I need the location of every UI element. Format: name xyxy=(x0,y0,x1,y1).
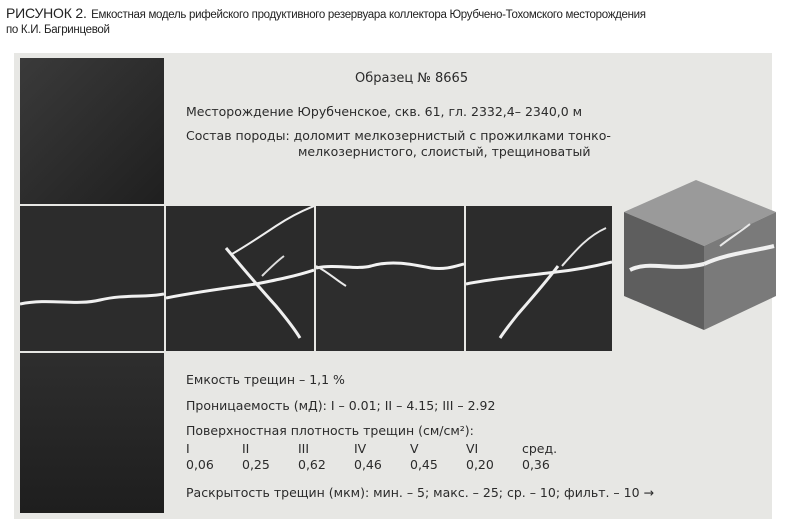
density-header: II xyxy=(242,441,250,456)
density-value: 0,46 xyxy=(354,457,382,472)
permeability: Проницаемость (мД): I – 0.01; II – 4.15; III – 2.92 xyxy=(186,398,496,413)
rock-face-front xyxy=(20,206,164,351)
density-col-3 xyxy=(298,441,358,473)
density-col-6 xyxy=(466,441,526,473)
density-col-1 xyxy=(186,441,246,473)
fracture-capacity: Емкость трещин – 1,1 % xyxy=(186,372,345,387)
density-header: I xyxy=(186,441,190,456)
density-col-7 xyxy=(522,441,582,473)
density-col-4 xyxy=(354,441,414,473)
sample-title: Образец № 8665 xyxy=(355,71,469,86)
density-value: 0,20 xyxy=(466,457,494,472)
caption-text-line1: Емкостная модель рифейского продуктивного резервуара коллектора Юрубчено-Тохомского месторождения xyxy=(91,9,646,21)
density-value: 0,06 xyxy=(186,457,214,472)
density-col-2 xyxy=(242,441,302,473)
sample-cube-photo xyxy=(620,160,780,330)
density-value: 0,45 xyxy=(410,457,438,472)
fracture-aperture: Раскрытость трещин (мкм): мин. – 5; макс. – 25; ср. – 10; фильт. – 10 → xyxy=(186,485,654,500)
density-header: V xyxy=(410,441,419,456)
density-value: 0,62 xyxy=(298,457,326,472)
density-value: 0,36 xyxy=(522,457,550,472)
rock-face-right xyxy=(166,206,314,351)
rock-face-top xyxy=(20,58,164,204)
rock-composition-line2: мелкозернистого, слоистый, трещиноватый xyxy=(298,144,591,159)
density-header: сред. xyxy=(522,441,558,456)
density-header: VI xyxy=(466,441,479,456)
density-value: 0,25 xyxy=(242,457,270,472)
rock-face-left xyxy=(466,206,612,351)
caption-label: РИСУНОК 2. xyxy=(6,5,87,21)
rock-face-bottom xyxy=(20,353,164,513)
rock-face-back xyxy=(316,206,464,351)
figure-caption xyxy=(6,6,776,38)
caption-text-line2: по К.И. Багринцевой xyxy=(6,24,110,36)
density-header: III xyxy=(298,441,310,456)
density-title: Поверхностная плотность трещин (см/см²): xyxy=(186,423,474,438)
rock-composition-line1: Состав породы: доломит мелкозернистый с прожилками тонко- xyxy=(186,128,611,143)
field-location: Месторождение Юрубченское, скв. 61, гл. 2332,4– 2340,0 м xyxy=(186,104,583,119)
density-header: IV xyxy=(354,441,367,456)
density-col-5 xyxy=(410,441,470,473)
